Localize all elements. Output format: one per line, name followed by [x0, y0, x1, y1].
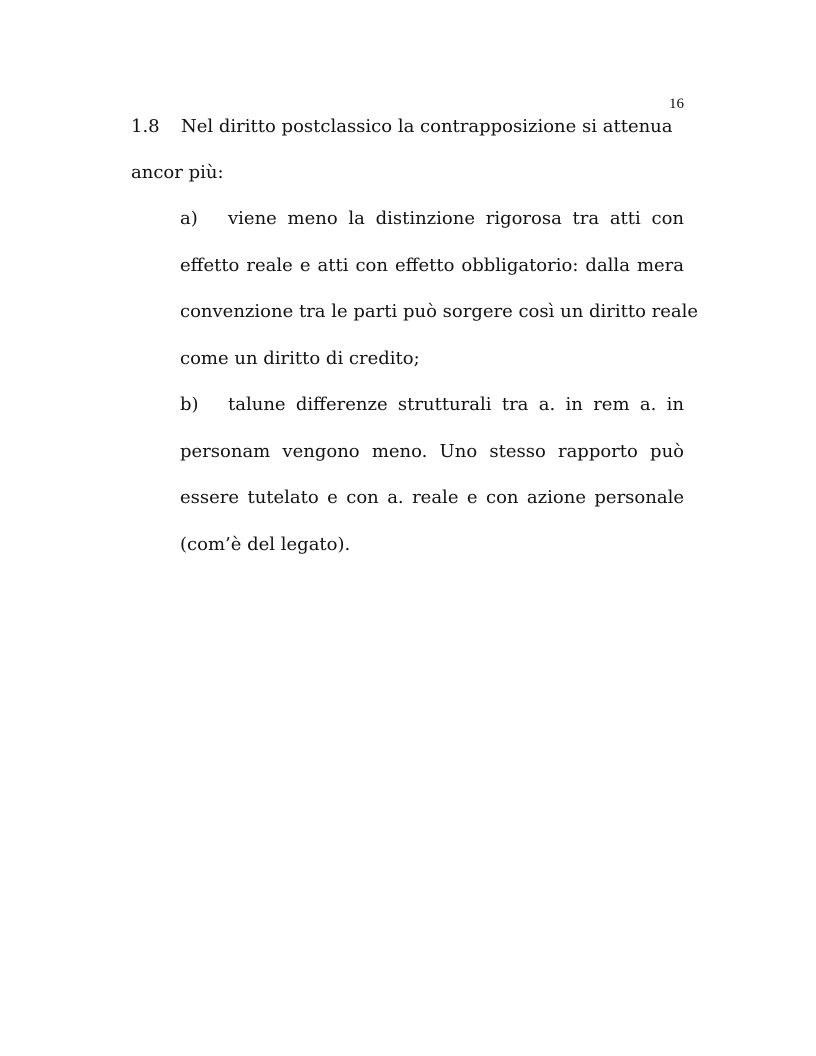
list-item-text: viene meno la distinzione rigorosa tra atti con	[228, 208, 684, 229]
list-item-b-line-1	[180, 394, 684, 416]
list-item-a-line-2: effetto reale e atti con effetto obbligatorio: dalla mera	[180, 255, 684, 276]
list-item-text: talune differenze strutturali tra a. in rem a. in	[228, 394, 684, 415]
list-marker-a: a)	[180, 208, 198, 229]
page-number: 16	[669, 96, 684, 112]
section-continuation: ancor più:	[131, 162, 224, 183]
list-item-b-line-4: (com’è del legato).	[180, 534, 351, 555]
list-item-a-line-1	[180, 208, 684, 230]
section-heading-line	[131, 116, 673, 138]
section-heading-text: Nel diritto postclassico la contrapposizione si attenua	[181, 116, 673, 137]
list-item-a-line-3: convenzione tra le parti può sorgere così un diritto reale	[180, 301, 699, 322]
list-item-b-line-2: personam vengono meno. Uno stesso rapporto può	[180, 441, 684, 462]
list-item-b-line-3: essere tutelato e con a. reale e con azione personale	[180, 487, 684, 508]
list-marker-b: b)	[180, 394, 199, 415]
list-item-a-line-4: come un diritto di credito;	[180, 348, 420, 369]
section-number: 1.8	[131, 116, 160, 137]
